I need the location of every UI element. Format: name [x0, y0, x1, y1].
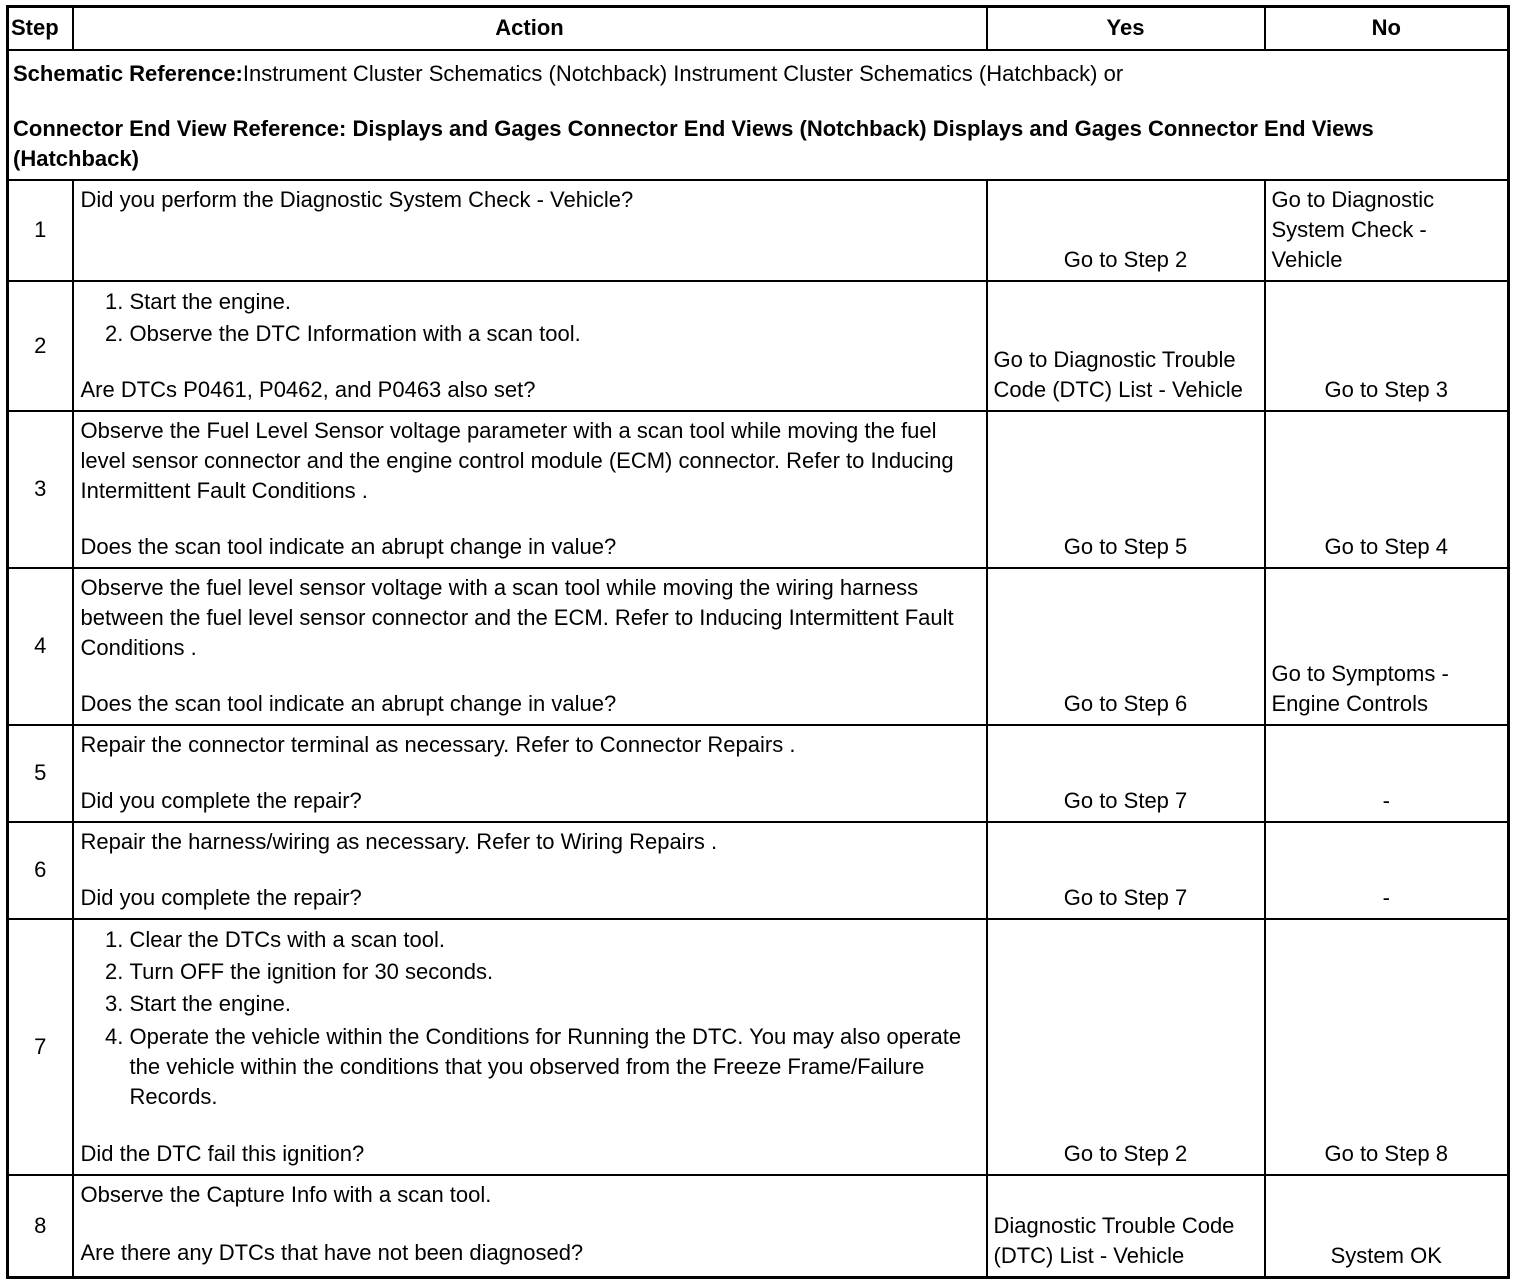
action-steps-list — [81, 924, 978, 1112]
action-step-item: 4. Operate the vehicle within the Conditions for Running the DTC. You may also operate the vehicle within the conditions that you observed from the Freeze Frame/Failure Records. — [130, 1020, 978, 1112]
action-cell — [73, 725, 987, 822]
action-text: Observe the fuel level sensor voltage with a scan tool while moving the wiring harness between the fuel level sensor connector and the ECM. Refer to Inducing Intermittent Fault Conditions . — [80, 574, 954, 660]
yes-cell: Go to Step 2 — [987, 180, 1265, 281]
action-steps-list — [81, 286, 978, 350]
action-text: Repair the harness/wiring as necessary. Refer to Wiring Repairs . — [80, 828, 718, 854]
action-step-item: 2. Turn OFF the ignition for 30 seconds. — [130, 956, 978, 988]
action-cell — [73, 919, 987, 1175]
header-no: No — [1265, 7, 1509, 50]
table-row — [8, 919, 1509, 1175]
action-question: Does the scan tool indicate an abrupt change in value? — [80, 690, 617, 716]
action-text: Observe the Capture Info with a scan tool. — [80, 1181, 492, 1207]
table-row — [8, 822, 1509, 919]
header-row — [8, 7, 1509, 50]
action-question: Did the DTC fail this ignition? — [80, 1140, 365, 1166]
action-step-item: 3. Start the engine. — [130, 988, 978, 1020]
action-cell — [73, 281, 987, 411]
step-number: 4 — [8, 568, 73, 725]
table-row — [8, 411, 1509, 568]
table-row — [8, 281, 1509, 411]
no-cell: - — [1265, 822, 1509, 919]
table-row — [8, 180, 1509, 281]
action-step-item: 1. Clear the DTCs with a scan tool. — [130, 924, 978, 956]
schematic-reference — [13, 59, 1501, 89]
action-text: Did you perform the Diagnostic System Check - Vehicle? — [80, 186, 634, 212]
yes-cell: Go to Step 6 — [987, 568, 1265, 725]
yes-cell: Go to Step 5 — [987, 411, 1265, 568]
reference-row — [8, 50, 1509, 180]
yes-cell: Go to Step 7 — [987, 725, 1265, 822]
action-question: Are there any DTCs that have not been diagnosed? — [80, 1239, 584, 1265]
header-action: Action — [73, 7, 987, 50]
table-row — [8, 568, 1509, 725]
yes-cell: Go to Step 7 — [987, 822, 1265, 919]
action-question: Are DTCs P0461, P0462, and P0463 also set? — [80, 376, 536, 402]
action-cell — [73, 411, 987, 568]
connector-reference: Connector End View Reference: Displays and Gages Connector End Views (Notchback) Displays and Gages Connector End Views (Hatchback) — [13, 115, 1374, 171]
schematic-reference-text: Instrument Cluster Schematics (Notchback) Instrument Cluster Schematics (Hatchback) or — [242, 60, 1124, 86]
action-step-item: 2. Observe the DTC Information with a scan tool. — [130, 318, 978, 350]
step-number: 1 — [8, 180, 73, 281]
action-cell — [73, 568, 987, 725]
step-number: 3 — [8, 411, 73, 568]
action-step-item: 1. Start the engine. — [130, 286, 978, 318]
no-cell: Go to Step 8 — [1265, 919, 1509, 1175]
diagnostic-table — [6, 5, 1510, 1279]
step-number: 8 — [8, 1175, 73, 1278]
step-number: 5 — [8, 725, 73, 822]
yes-cell: Go to Diagnostic Trouble Code (DTC) List - Vehicle — [987, 281, 1265, 411]
action-cell — [73, 180, 987, 281]
schematic-reference-label: Schematic Reference: — [13, 60, 243, 86]
step-number: 7 — [8, 919, 73, 1175]
action-cell — [73, 822, 987, 919]
step-number: 6 — [8, 822, 73, 919]
no-cell: - — [1265, 725, 1509, 822]
no-cell: Go to Symptoms - Engine Controls — [1265, 568, 1509, 725]
action-text: Repair the connector terminal as necessary. Refer to Connector Repairs . — [80, 731, 796, 757]
header-step: Step — [8, 7, 73, 50]
action-question: Did you complete the repair? — [80, 787, 362, 813]
reference-cell — [8, 50, 1509, 180]
action-text: Observe the Fuel Level Sensor voltage parameter with a scan tool while moving the fuel level sensor connector and the engine control module (ECM) connector. Refer to Inducing Intermittent Fault Conditions . — [80, 417, 954, 503]
yes-cell: Diagnostic Trouble Code (DTC) List - Vehicle — [987, 1175, 1265, 1278]
action-question: Does the scan tool indicate an abrupt change in value? — [80, 533, 617, 559]
table-row — [8, 1175, 1509, 1278]
step-number: 2 — [8, 281, 73, 411]
no-cell: Go to Step 4 — [1265, 411, 1509, 568]
action-cell — [73, 1175, 987, 1278]
no-cell: Go to Diagnostic System Check - Vehicle — [1265, 180, 1509, 281]
no-cell: System OK — [1265, 1175, 1509, 1278]
no-cell: Go to Step 3 — [1265, 281, 1509, 411]
table-row — [8, 725, 1509, 822]
header-yes: Yes — [987, 7, 1265, 50]
action-question: Did you complete the repair? — [80, 884, 362, 910]
yes-cell: Go to Step 2 — [987, 919, 1265, 1175]
